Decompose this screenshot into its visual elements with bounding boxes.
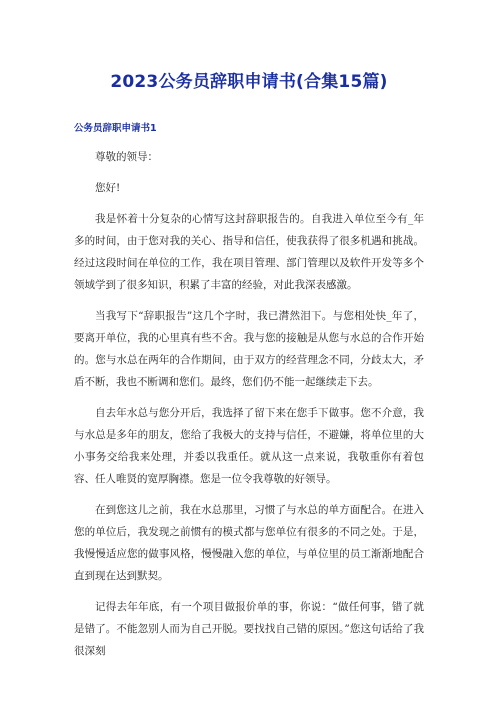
greeting: 您好! [95,182,121,194]
body-paragraph: 我是怀着十分复杂的心情写这封辞职报告的。自我进入单位至今有_年多的时间，由于您对我的关心、指导和信任，使我获得了很多机遇和挑战。经过这段时间在单位的工作，我在项目管理、部门管理以及软件开发等多个领域学到了很多知识，积累了丰富的经验，对此我深表感激。 [74,213,424,291]
body-paragraph: 在到您这儿之前，我在水总那里，习惯了与水总的单方面配合。在进入您的单位后，我发现之前惯有的模式都与您单位有很多的不同之处。于是，我慢慢适应您的做事风格，慢慢融入您的单位，与单位里的员工渐渐地配合直到现在达到默契。 [74,504,424,582]
section-heading: 公务员辞职申请书1 [74,123,157,134]
salutation: 尊敬的领导： [95,151,158,163]
body-paragraph: 记得去年年底，有一个项目做报价单的事，你说：“做任何事，错了就是错了。不能忽别人而为自己开脱。要找找自己错的原因。”您这句话给了我很深刻 [74,601,424,657]
body-paragraph: 自去年水总与您分开后，我选择了留下来在您手下做事。您不介意，我与水总是多年的朋友，您给了我极大的支持与信任，不避嫌，将单位里的大小事务交给我来处理，并委以我重任。就从这一点来说，我敬重你有着包容、任人唯贤的宽厚胸襟。您是一位令我尊敬的好领导。 [74,407,424,485]
document-title: 2023公务员辞职申请书(合集15篇) [110,72,388,92]
body-paragraph: 当我写下“辞职报告”这几个字时，我已潸然泪下。与您相处快_年了，要离开单位，我的心里真有些不舍。我与您的接触是从您与水总的合作开始的。您与水总在两年的合作期间，由于双方的经营理念不同，分歧太大，矛盾不断，我也不断调和您们。最终，您们仍不能一起继续走下去。 [74,310,424,388]
